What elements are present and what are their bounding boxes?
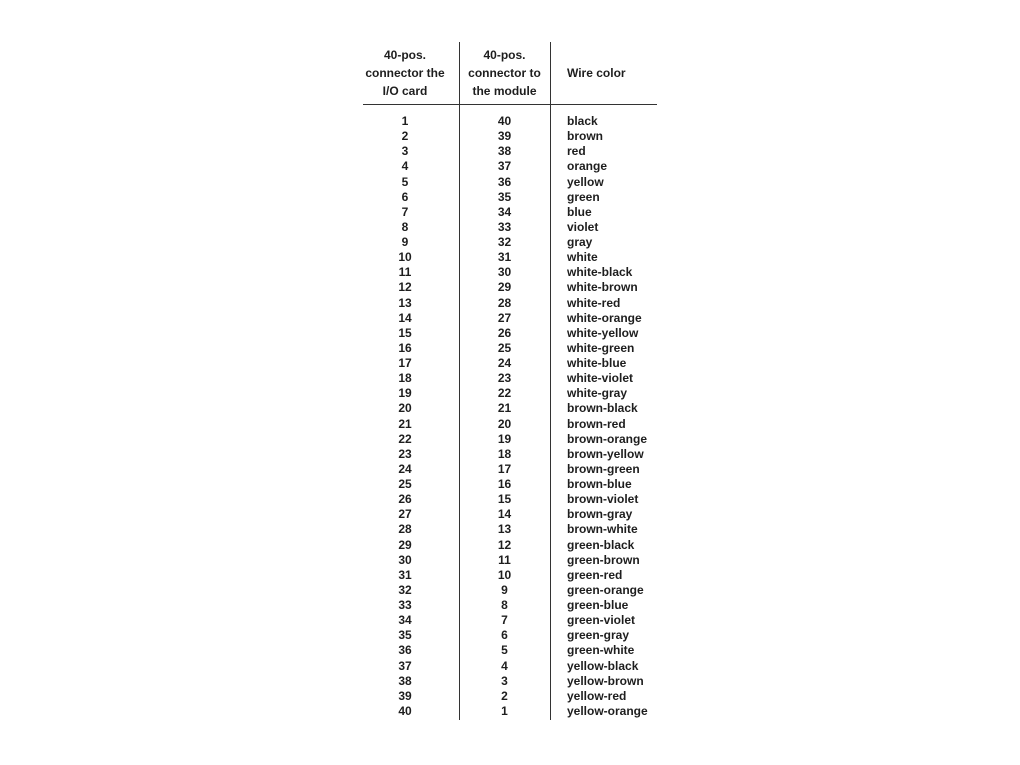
table-row <box>363 250 657 265</box>
header-line: connector to <box>468 66 541 80</box>
table-row <box>363 159 657 174</box>
io-pin-cell: 13 <box>398 295 412 310</box>
table-row <box>363 371 657 386</box>
wire-color-cell: green-brown <box>567 552 640 567</box>
io-pin-cell: 29 <box>398 537 412 552</box>
wire-color-cell: red <box>567 144 586 159</box>
table-row <box>363 311 657 326</box>
io-pin-cell: 6 <box>401 189 409 204</box>
table-row <box>363 144 657 159</box>
module-pin-cell: 13 <box>497 522 512 537</box>
io-pin-cell: 19 <box>398 386 412 401</box>
module-pin-cell: 20 <box>497 416 512 431</box>
wire-color-cell: green <box>567 189 600 204</box>
io-pin-cell: 40 <box>398 703 412 718</box>
io-pin-cell: 22 <box>398 431 412 446</box>
module-pin-cell: 9 <box>501 582 508 597</box>
module-pin-cell: 31 <box>497 250 512 265</box>
wire-color-cell: blue <box>567 204 592 219</box>
table-row <box>363 492 657 507</box>
io-pin-cell: 27 <box>398 507 412 522</box>
wire-color-cell: green-violet <box>567 613 636 628</box>
wire-color-cell: white-gray <box>567 386 628 401</box>
module-pin-cell: 22 <box>497 386 512 401</box>
module-pin-cell: 28 <box>497 295 512 310</box>
table-row <box>363 659 657 674</box>
header-module-connector <box>459 42 550 104</box>
module-pin-cell: 36 <box>497 174 512 189</box>
wire-color-cell: brown-blue <box>567 477 632 491</box>
module-pin-cell: 12 <box>497 537 512 552</box>
header-line: connector the <box>365 66 445 80</box>
io-pin-cell: 39 <box>398 688 412 703</box>
module-pin-cell: 7 <box>501 613 508 628</box>
wire-color-cell: white-orange <box>567 310 642 325</box>
io-pin-cell: 38 <box>398 673 412 688</box>
table-row <box>363 386 657 401</box>
table-row <box>363 129 657 144</box>
module-pin-cell: 26 <box>497 325 512 340</box>
io-pin-cell: 31 <box>398 567 412 582</box>
io-pin-cell: 37 <box>398 658 412 673</box>
table-row <box>363 190 657 205</box>
module-pin-cell: 25 <box>497 340 512 355</box>
module-pin-cell: 21 <box>497 401 512 416</box>
wire-color-cell: yellow-brown <box>567 673 644 688</box>
table-row <box>363 265 657 280</box>
module-pin-cell: 2 <box>501 688 508 703</box>
table-row <box>363 477 657 492</box>
table-row <box>363 538 657 553</box>
header-line: Wire color <box>567 66 626 80</box>
io-pin-cell: 9 <box>401 235 409 249</box>
table-row <box>363 613 657 628</box>
module-pin-cell: 33 <box>497 219 512 234</box>
io-pin-cell: 34 <box>398 613 412 628</box>
module-pin-cell: 38 <box>497 144 512 159</box>
io-pin-cell: 15 <box>398 325 412 340</box>
wire-color-cell: brown-red <box>567 416 626 431</box>
wire-color-cell: green-gray <box>567 628 630 643</box>
module-pin-cell: 6 <box>501 628 508 643</box>
table-row <box>363 447 657 462</box>
module-pin-cell: 8 <box>501 598 508 612</box>
wire-color-cell: green-orange <box>567 582 644 597</box>
module-pin-cell: 5 <box>501 643 508 658</box>
module-pin-cell: 30 <box>497 265 512 280</box>
io-pin-cell: 24 <box>398 461 412 476</box>
io-pin-cell: 20 <box>398 401 412 416</box>
module-pin-cell: 32 <box>497 235 512 249</box>
table-row <box>363 674 657 689</box>
io-pin-cell: 8 <box>401 219 409 234</box>
table-row <box>363 417 657 432</box>
table-row <box>363 114 657 129</box>
io-pin-cell: 25 <box>398 477 412 491</box>
wire-color-cell: white-yellow <box>567 325 639 340</box>
header-wire-color <box>550 42 657 104</box>
module-pin-cell: 24 <box>497 356 512 370</box>
wire-color-cell: brown-black <box>567 401 638 416</box>
io-pin-cell: 18 <box>398 371 412 386</box>
module-pin-cell: 14 <box>497 507 512 522</box>
wire-color-cell: brown-yellow <box>567 446 644 461</box>
table-row <box>363 235 657 250</box>
table-row <box>363 280 657 295</box>
wire-color-cell: violet <box>567 219 599 234</box>
wire-color-cell: yellow <box>567 174 604 189</box>
table-row <box>363 205 657 220</box>
module-pin-cell: 34 <box>497 204 512 219</box>
wire-color-cell: green-red <box>567 567 623 582</box>
io-pin-cell: 28 <box>398 522 412 537</box>
module-pin-cell: 17 <box>497 461 512 476</box>
module-pin-cell: 3 <box>501 673 508 688</box>
header-line: 40-pos. <box>383 48 426 62</box>
module-pin-cell: 18 <box>497 446 512 461</box>
wire-color-cell: green-blue <box>567 598 629 612</box>
table-row <box>363 507 657 522</box>
wire-color-cell: orange <box>567 159 608 174</box>
io-pin-cell: 21 <box>398 416 412 431</box>
wire-color-cell: white-brown <box>567 280 638 295</box>
wire-color-cell: brown-green <box>567 461 640 476</box>
module-pin-cell: 40 <box>497 114 512 128</box>
io-pin-cell: 1 <box>401 114 409 128</box>
wire-color-cell: black <box>567 114 598 128</box>
table-header <box>363 42 657 105</box>
wire-color-cell: gray <box>567 235 593 249</box>
table-row <box>363 522 657 537</box>
wire-color-cell: yellow-orange <box>567 703 648 718</box>
wire-color-cell: white-red <box>567 295 621 310</box>
io-pin-cell: 4 <box>401 159 409 174</box>
wire-color-cell: white-green <box>567 340 635 355</box>
table-row <box>363 326 657 341</box>
io-pin-cell: 7 <box>401 204 409 219</box>
header-line: the module <box>472 84 537 98</box>
table-row <box>363 598 657 613</box>
module-pin-cell: 29 <box>497 280 512 295</box>
io-pin-cell: 10 <box>398 250 412 265</box>
column-divider-2 <box>550 42 551 720</box>
table-row <box>363 628 657 643</box>
table-body <box>363 105 657 719</box>
module-pin-cell: 10 <box>497 567 512 582</box>
module-pin-cell: 39 <box>497 129 512 144</box>
io-pin-cell: 30 <box>398 552 412 567</box>
header-line: I/O card <box>382 84 428 98</box>
io-pin-cell: 14 <box>398 310 412 325</box>
wire-color-cell: white-black <box>567 265 633 280</box>
module-pin-cell: 23 <box>497 371 512 386</box>
wire-color-cell: green-black <box>567 537 635 552</box>
wiring-table <box>363 42 657 720</box>
io-pin-cell: 16 <box>398 340 412 355</box>
io-pin-cell: 33 <box>398 598 412 612</box>
table-row <box>363 704 657 719</box>
table-row <box>363 689 657 704</box>
io-pin-cell: 12 <box>398 280 412 295</box>
wire-color-cell: brown-orange <box>567 431 647 446</box>
io-pin-cell: 36 <box>398 643 412 658</box>
table-row <box>363 568 657 583</box>
table-row <box>363 643 657 658</box>
module-pin-cell: 1 <box>501 703 508 718</box>
wire-color-cell: brown-white <box>567 522 638 537</box>
io-pin-cell: 2 <box>401 129 409 144</box>
table-row <box>363 583 657 598</box>
wire-color-cell: green-white <box>567 643 635 658</box>
module-pin-cell: 35 <box>497 189 512 204</box>
table-row <box>363 296 657 311</box>
io-pin-cell: 17 <box>398 356 412 370</box>
module-pin-cell: 37 <box>497 159 512 174</box>
wire-color-cell: white-violet <box>567 371 634 386</box>
wire-color-cell: brown-violet <box>567 492 639 507</box>
header-line: 40-pos. <box>483 48 526 62</box>
wire-color-cell: white <box>567 250 598 265</box>
wire-color-cell: brown-gray <box>567 507 633 522</box>
column-divider-1 <box>459 42 460 720</box>
wire-color-cell: yellow-black <box>567 658 639 673</box>
table-row <box>363 341 657 356</box>
module-pin-cell: 16 <box>497 477 512 491</box>
module-pin-cell: 11 <box>498 552 511 567</box>
table-row <box>363 462 657 477</box>
module-pin-cell: 4 <box>501 658 508 673</box>
table-row <box>363 175 657 190</box>
io-pin-cell: 23 <box>398 446 412 461</box>
module-pin-cell: 27 <box>497 310 512 325</box>
table-row <box>363 401 657 416</box>
table-row <box>363 220 657 235</box>
wire-color-cell: white-blue <box>567 356 627 370</box>
io-pin-cell: 5 <box>401 174 409 189</box>
module-pin-cell: 15 <box>497 492 512 507</box>
table-row <box>363 553 657 568</box>
header-io-card-connector <box>363 42 459 104</box>
io-pin-cell: 32 <box>398 582 412 597</box>
io-pin-cell: 11 <box>398 265 412 280</box>
wire-color-cell: brown <box>567 129 603 144</box>
table-row <box>363 356 657 371</box>
io-pin-cell: 35 <box>398 628 412 643</box>
table-row <box>363 432 657 447</box>
io-pin-cell: 3 <box>401 144 409 159</box>
module-pin-cell: 19 <box>497 431 512 446</box>
io-pin-cell: 26 <box>398 492 412 507</box>
wire-color-cell: yellow-red <box>567 688 627 703</box>
